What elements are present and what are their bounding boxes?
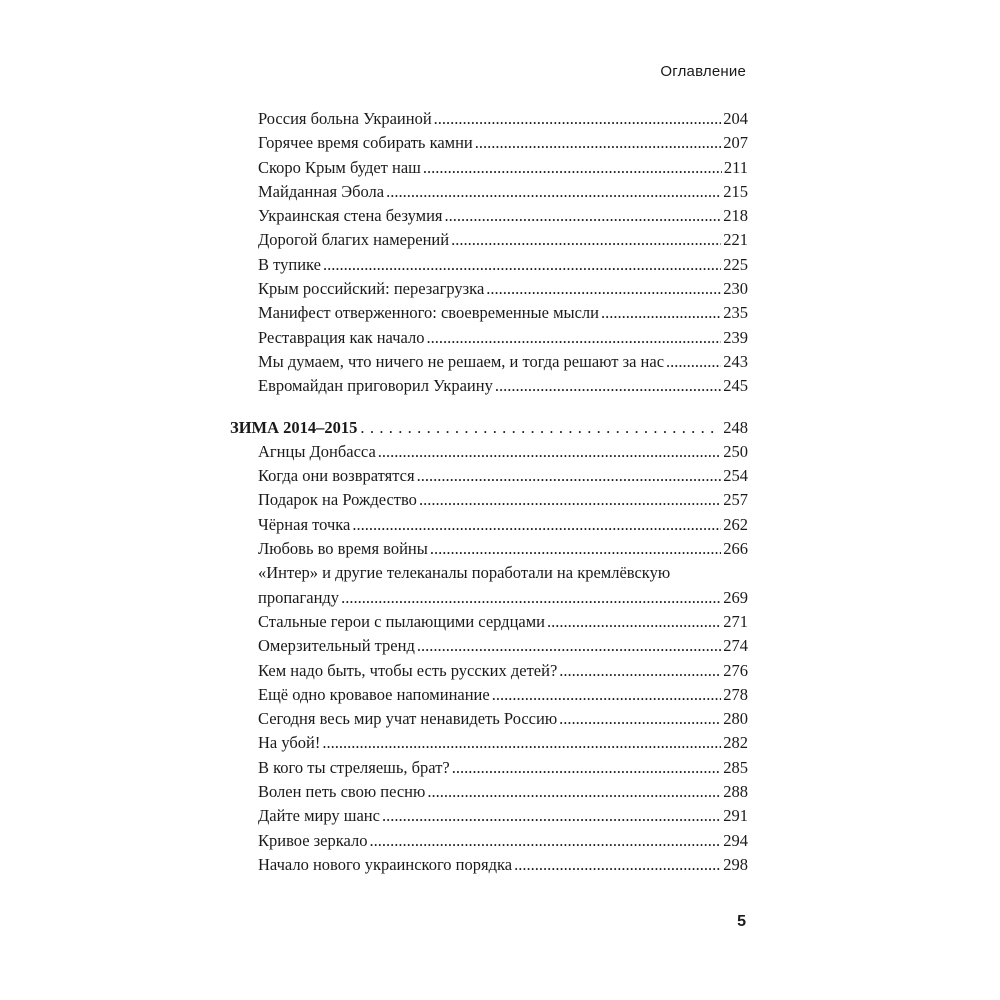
running-header: Оглавление <box>660 63 746 80</box>
dot-leader <box>547 610 721 634</box>
dot-leader <box>445 204 722 228</box>
toc-entry-title: Дорогой благих намерений <box>258 230 450 250</box>
toc-entry-title: Крым российский: перезагрузка <box>258 279 485 299</box>
toc-entry-title: Кем надо быть, чтобы есть русских детей? <box>258 660 558 680</box>
dot-leader <box>559 707 721 731</box>
dot-leader <box>601 301 721 325</box>
toc-entry-title: Евромайдан приговорил Украину <box>258 376 493 396</box>
toc-entry-page: 243 <box>723 351 748 371</box>
toc-entry-title: В тупике <box>258 254 321 274</box>
toc-entry-page: 221 <box>723 230 748 250</box>
dot-leader <box>451 228 721 252</box>
dot-leader <box>382 804 721 828</box>
toc-entry-line2 <box>258 586 748 610</box>
toc-entry-page: 285 <box>723 757 748 777</box>
toc-entry <box>230 180 748 204</box>
toc-entry <box>230 464 748 488</box>
toc-entry-page: 254 <box>723 466 748 486</box>
toc-entry-title: Манифест отверженного: своевременные мысли <box>258 303 599 323</box>
toc-entry <box>230 228 748 252</box>
dot-leader <box>430 537 721 561</box>
toc-entry-page: 278 <box>723 684 748 704</box>
toc-entry <box>230 440 748 464</box>
toc-entry-page: 266 <box>723 539 748 559</box>
toc-entry-title: Украинская стена безумия <box>258 206 443 226</box>
page-number: 5 <box>737 913 746 930</box>
toc-entry-title: В кого ты стреляешь, брат? <box>258 757 450 777</box>
toc-entry-title: Кривое зеркало <box>258 830 368 850</box>
toc-entry-page: 274 <box>723 636 748 656</box>
toc-entry-page: 291 <box>723 806 748 826</box>
dot-leader <box>492 683 722 707</box>
dot-leader <box>423 156 722 180</box>
toc-group <box>230 107 748 399</box>
toc-entry-title: Когда они возвратятся <box>258 466 415 486</box>
dot-leader <box>666 350 721 374</box>
toc-entry-title: Агнцы Донбасса <box>258 441 376 461</box>
dot-leader <box>369 829 721 853</box>
section-title: ЗИМА 2014–2015 <box>230 417 358 437</box>
dot-leader <box>322 731 721 755</box>
toc-entry <box>230 374 748 398</box>
toc-entry <box>230 804 748 828</box>
toc-entry-title: Реставрация как начало <box>258 327 425 347</box>
toc-entry-page: 245 <box>723 376 748 396</box>
dot-leader <box>323 253 721 277</box>
toc-entry-page: 207 <box>723 133 748 153</box>
toc-entry <box>230 107 748 131</box>
table-of-contents <box>230 107 748 877</box>
dot-leader <box>559 659 721 683</box>
toc-entry-page: 204 <box>723 109 748 128</box>
toc-entry-title: Чёрная точка <box>258 514 351 534</box>
toc-entry-page: 225 <box>723 254 748 274</box>
toc-entry <box>230 756 748 780</box>
toc-entry-title: Ещё одно кровавое напоминание <box>258 684 490 704</box>
toc-entry <box>230 683 748 707</box>
toc-entry-page: 239 <box>723 327 748 347</box>
toc-entry <box>230 301 748 325</box>
dot-leader <box>341 586 721 610</box>
toc-entry-title: Сегодня весь мир учат ненавидеть Россию <box>258 709 558 729</box>
toc-entry-page: 271 <box>723 611 748 631</box>
toc-entry-title: Волен петь свою песню <box>258 782 426 802</box>
toc-entry-title: Омерзительный тренд <box>258 636 415 656</box>
toc-entry <box>230 634 748 658</box>
toc-entry-title-line2: пропаганду <box>258 587 340 607</box>
toc-entry-title: Начало нового украинского порядка <box>258 854 513 874</box>
dot-leader <box>434 107 722 131</box>
dot-leader <box>360 416 720 440</box>
toc-entry-title-line1: «Интер» и другие телеканалы поработали на кремлёвскую <box>258 563 671 583</box>
toc-entry-page: 211 <box>723 157 748 177</box>
toc-entry <box>230 659 748 683</box>
toc-entry-page: 288 <box>723 782 748 802</box>
toc-group <box>230 610 748 877</box>
toc-entry <box>230 350 748 374</box>
toc-entry <box>230 277 748 301</box>
toc-entry-title: Россия больна Украиной <box>258 109 432 128</box>
toc-entry-page: 280 <box>723 709 748 729</box>
dot-leader <box>426 326 721 350</box>
toc-entry-page: 282 <box>723 733 748 753</box>
toc-entry-page: 262 <box>723 514 748 534</box>
toc-entry-title: Подарок на Рождество <box>258 490 417 510</box>
dot-leader <box>475 131 721 155</box>
toc-entry <box>230 326 748 350</box>
toc-entry-title: Любовь во время войны <box>258 539 428 559</box>
section-page-number: 248 <box>723 417 748 437</box>
toc-entry <box>230 829 748 853</box>
dot-leader <box>378 440 721 464</box>
toc-entry-page: 235 <box>723 303 748 323</box>
dot-leader <box>486 277 721 301</box>
toc-entry <box>230 780 748 804</box>
toc-entry-page: 230 <box>723 279 748 299</box>
toc-section-heading <box>230 416 748 440</box>
toc-entry-title: Мы думаем, что ничего не решаем, и тогда решают за нас <box>258 351 665 371</box>
dot-leader <box>386 180 721 204</box>
dot-leader <box>495 374 721 398</box>
toc-entry-title: Горячее время собирать камни <box>258 133 473 153</box>
toc-entry-page: 250 <box>723 441 748 461</box>
toc-entry-title: Майданная Эбола <box>258 181 385 201</box>
toc-entry <box>230 561 748 610</box>
toc-entry <box>230 253 748 277</box>
dot-leader <box>452 756 722 780</box>
toc-entry <box>230 707 748 731</box>
dot-leader <box>352 513 721 537</box>
dot-leader <box>417 634 721 658</box>
toc-entry-page: 269 <box>723 587 748 607</box>
toc-entry-page: 257 <box>723 490 748 510</box>
toc-entry-title: Скоро Крым будет наш <box>258 157 421 177</box>
toc-entry <box>230 156 748 180</box>
toc-entry-page: 218 <box>723 206 748 226</box>
toc-entry-page: 215 <box>723 181 748 201</box>
toc-entry-page: 294 <box>723 830 748 850</box>
dot-leader <box>427 780 721 804</box>
toc-entry-page: 276 <box>723 660 748 680</box>
dot-leader <box>417 464 722 488</box>
toc-entry <box>230 488 748 512</box>
toc-entry-page: 298 <box>723 854 748 874</box>
toc-entry <box>230 610 748 634</box>
toc-entry <box>230 513 748 537</box>
toc-entry <box>230 204 748 228</box>
toc-entry <box>230 131 748 155</box>
toc-group <box>230 440 748 561</box>
dot-leader <box>419 488 721 512</box>
toc-entry-title: Дайте миру шанс <box>258 806 380 826</box>
toc-entry <box>230 853 748 877</box>
toc-entry <box>230 537 748 561</box>
toc-entry-title: Стальные герои с пылающими сердцами <box>258 611 546 631</box>
dot-leader <box>514 853 721 877</box>
toc-entry <box>230 731 748 755</box>
toc-entry-title: На убой! <box>258 733 321 753</box>
